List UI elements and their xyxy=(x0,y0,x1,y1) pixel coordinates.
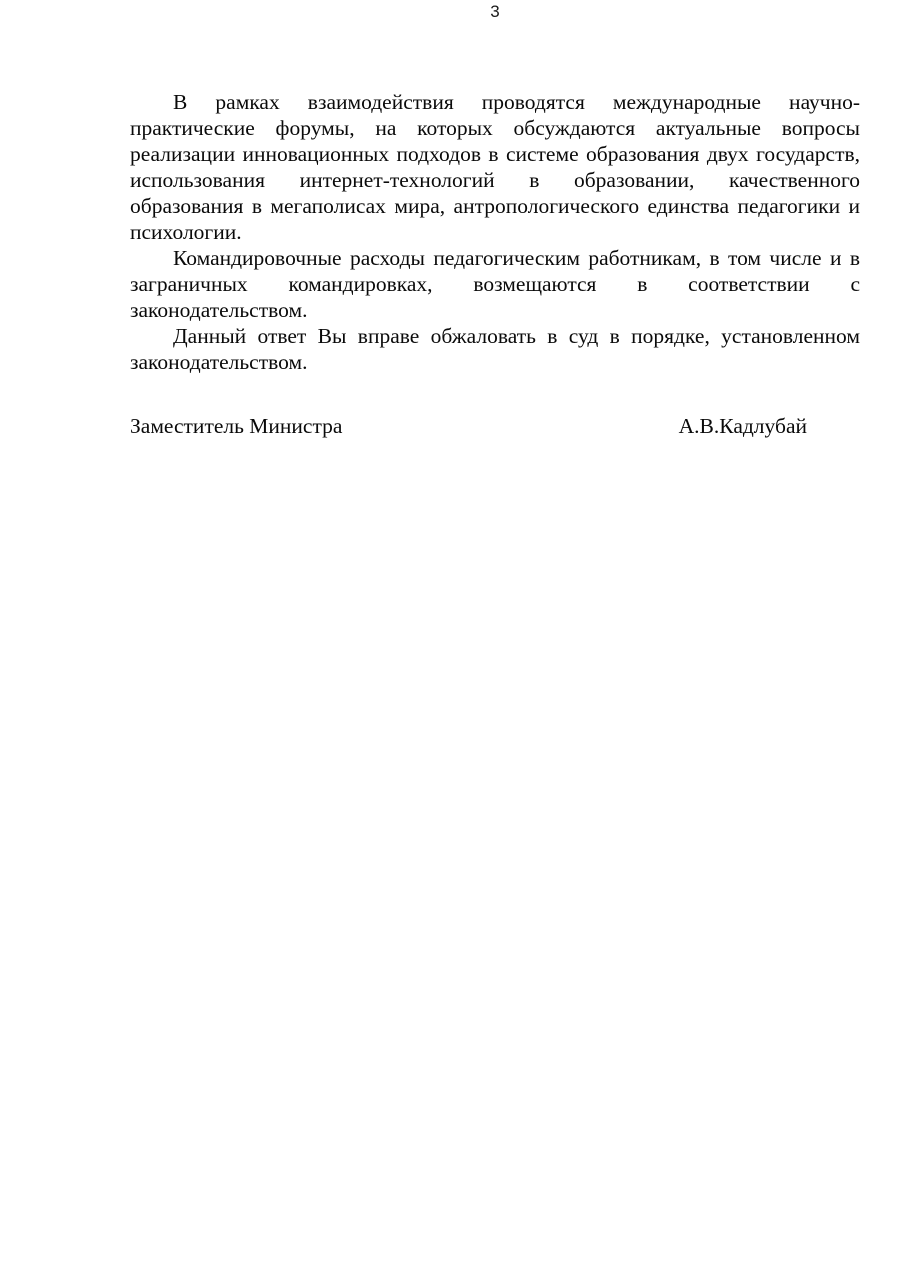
signatory-title: Заместитель Министра xyxy=(130,414,343,438)
text-line: использования интернет-технологий в образовании, качественного xyxy=(130,168,860,192)
page-content xyxy=(130,0,860,439)
signature-row xyxy=(130,413,860,439)
text-line: В рамках взаимодействия проводятся международные научно- xyxy=(173,90,860,114)
text-line: практические форумы, на которых обсуждаются актуальные вопросы xyxy=(130,116,860,140)
paragraph-2 xyxy=(130,245,860,323)
text-line: законодательством. xyxy=(130,350,308,374)
text-line: заграничных командировках, возмещаются в соответствии с xyxy=(130,272,860,296)
page-number: 3 xyxy=(490,2,500,21)
text-line: психологии. xyxy=(130,220,242,244)
text-line: Данный ответ Вы вправе обжаловать в суд в порядке, установленном xyxy=(173,324,860,348)
letter-body xyxy=(130,89,860,375)
text-line: законодательством. xyxy=(130,298,308,322)
paragraph-1 xyxy=(130,89,860,245)
signatory-name: А.В.Кадлубай xyxy=(678,414,807,438)
paragraph-3 xyxy=(130,323,860,375)
text-line: образования в мегаполисах мира, антропологического единства педагогики и xyxy=(130,194,860,218)
text-line: реализации инновационных подходов в системе образования двух государств, xyxy=(130,142,860,166)
text-line: Командировочные расходы педагогическим работникам, в том числе и в xyxy=(173,246,860,270)
